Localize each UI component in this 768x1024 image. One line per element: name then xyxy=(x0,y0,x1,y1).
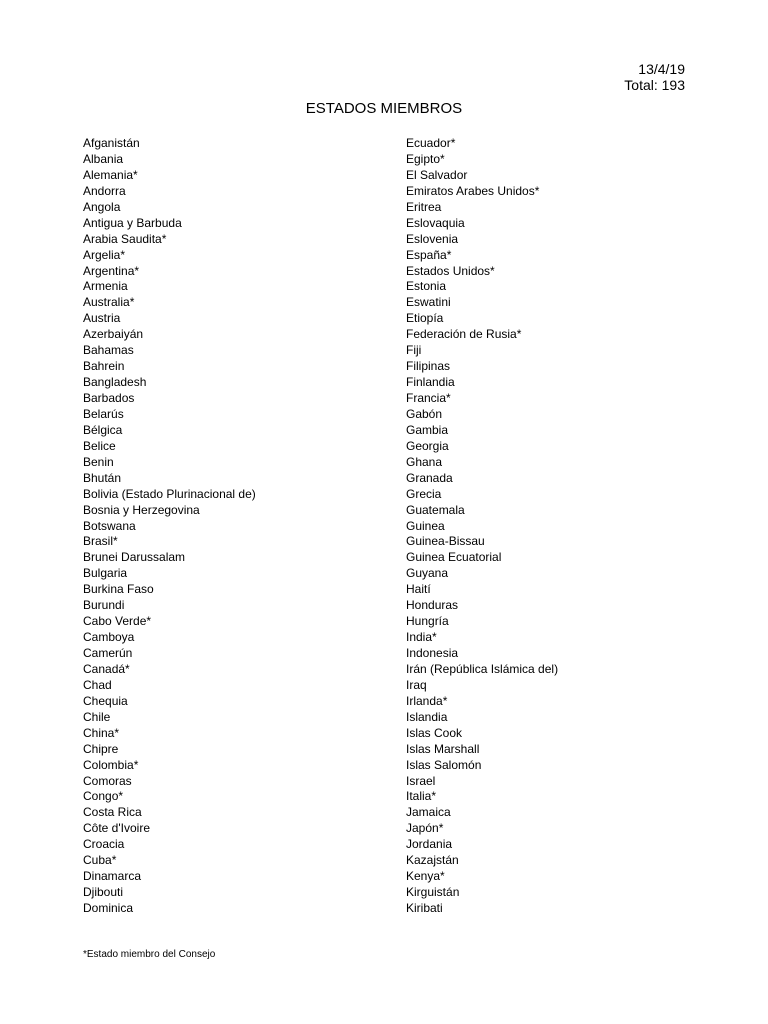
member-state-item: Croacia xyxy=(83,837,125,852)
member-state-item: Camerún xyxy=(83,646,133,660)
member-state-item: Guyana xyxy=(406,566,449,581)
member-state-item: Guinea xyxy=(406,518,445,533)
member-state-item: Islas Salomón xyxy=(406,757,482,772)
member-state-item: Emiratos Arabes Unidos* xyxy=(406,183,540,198)
member-state-item: Etiopía xyxy=(406,311,444,326)
member-state-item: India* xyxy=(406,630,437,645)
member-state-item: Chequia xyxy=(83,693,128,708)
member-state-item: Dinamarca xyxy=(83,869,142,884)
footnote: *Estado miembro del Consejo xyxy=(83,949,216,960)
member-state-item: Austria xyxy=(83,311,121,326)
member-state-item: Jamaica xyxy=(406,805,451,820)
member-state-item: Bulgaria xyxy=(83,566,128,581)
member-state-item: Filipinas xyxy=(406,359,451,374)
member-state-item: Alemania* xyxy=(83,167,138,182)
member-state-item: Israel xyxy=(406,773,436,788)
member-state-item: Guinea Ecuatorial xyxy=(406,550,502,565)
member-state-item: Bahamas xyxy=(83,343,134,358)
member-state-item: Brunei Darussalam xyxy=(83,550,186,565)
member-state-item: Francia* xyxy=(406,391,451,405)
member-state-item: Egipto* xyxy=(406,151,445,166)
member-state-item: Irán (República Islámica del) xyxy=(406,661,559,676)
member-list-left-column xyxy=(83,136,256,917)
member-state-item: Côte d'Ivoire xyxy=(83,821,150,836)
member-state-item: Jordania xyxy=(406,837,453,852)
member-state-item: China* xyxy=(83,725,120,740)
member-state-item: Kiribati xyxy=(406,901,443,915)
member-state-item: Italia* xyxy=(406,789,437,804)
member-state-item: Afganistán xyxy=(83,136,140,150)
member-state-item: Haití xyxy=(406,582,431,597)
member-state-item: Estonia xyxy=(406,279,447,294)
member-state-item: Islas Cook xyxy=(406,725,463,740)
member-state-item: Colombia* xyxy=(83,757,139,772)
member-state-item: Iraq xyxy=(406,677,427,692)
member-state-item: Ghana xyxy=(406,454,443,469)
member-state-item: Camboya xyxy=(83,630,135,645)
member-state-item: Bélgica xyxy=(83,422,123,437)
member-state-item: Eritrea xyxy=(406,199,442,214)
member-state-item: Islandia xyxy=(406,709,448,724)
member-state-item: Dominica xyxy=(83,901,134,915)
member-state-item: Chipre xyxy=(83,741,119,756)
member-state-item: Hungría xyxy=(406,614,449,629)
member-state-item: Bhután xyxy=(83,470,122,485)
member-state-item: Finlandia xyxy=(406,375,455,390)
member-state-item: Eslovaquia xyxy=(406,215,465,230)
member-state-item: Islas Marshall xyxy=(406,741,480,756)
member-state-item: Bangladesh xyxy=(83,375,147,390)
member-state-item: Kirguistán xyxy=(406,885,460,900)
member-state-item: Australia* xyxy=(83,295,135,310)
member-state-item: Barbados xyxy=(83,391,135,405)
member-state-item: Gabón xyxy=(406,406,443,421)
member-state-item: Argelia* xyxy=(83,247,126,262)
member-state-item: Albania xyxy=(83,151,124,166)
member-state-item: Antigua y Barbuda xyxy=(83,215,182,230)
member-state-item: Grecia xyxy=(406,486,442,501)
document-header xyxy=(624,61,685,93)
document-date: 13/4/19 xyxy=(638,61,685,77)
member-state-item: Angola xyxy=(83,199,121,214)
member-state-item: Kenya* xyxy=(406,869,445,884)
member-state-item: Andorra xyxy=(83,183,126,198)
member-state-item: Azerbaiyán xyxy=(83,327,144,342)
member-state-item: Congo* xyxy=(83,789,124,804)
member-state-item: El Salvador xyxy=(406,167,468,182)
member-state-item: Canadá* xyxy=(83,661,130,676)
member-state-item: Comoras xyxy=(83,773,132,788)
member-state-item: Irlanda* xyxy=(406,693,448,708)
member-state-item: Japón* xyxy=(406,821,444,836)
member-state-item: Burundi xyxy=(83,598,125,613)
member-state-item: Bosnia y Herzegovina xyxy=(83,502,200,517)
member-state-item: Fiji xyxy=(406,343,422,358)
member-state-item: Gambia xyxy=(406,422,449,437)
page-title: ESTADOS MIEMBROS xyxy=(305,100,463,117)
member-state-item: España* xyxy=(406,247,452,262)
member-state-item: Chad xyxy=(83,677,112,692)
member-state-item: Brasil* xyxy=(83,534,118,549)
member-state-item: Eslovenia xyxy=(406,231,459,246)
member-state-item: Cuba* xyxy=(83,853,117,868)
member-state-item: Guatemala xyxy=(406,502,465,517)
member-state-item: Burkina Faso xyxy=(83,582,154,597)
member-state-item: Indonesia xyxy=(406,646,459,660)
member-state-item: Belice xyxy=(83,438,116,453)
member-state-item: Estados Unidos* xyxy=(406,263,495,278)
member-state-item: Federación de Rusia* xyxy=(406,327,522,342)
member-state-item: Djibouti xyxy=(83,885,124,900)
member-list-right-column xyxy=(406,136,558,917)
member-state-item: Botswana xyxy=(83,518,136,533)
member-state-item: Costa Rica xyxy=(83,805,142,820)
member-state-item: Guinea-Bissau xyxy=(406,534,485,549)
member-total: Total: 193 xyxy=(624,77,685,93)
member-state-item: Kazajstán xyxy=(406,853,459,868)
member-state-item: Benin xyxy=(83,454,114,469)
member-state-item: Belarús xyxy=(83,406,124,421)
member-state-item: Granada xyxy=(406,470,453,485)
member-state-item: Ecuador* xyxy=(406,136,456,150)
member-state-item: Arabia Saudita* xyxy=(83,231,167,246)
member-state-item: Argentina* xyxy=(83,263,140,278)
member-state-item: Chile xyxy=(83,709,111,724)
member-state-item: Honduras xyxy=(406,598,459,613)
member-state-item: Bolivia (Estado Plurinacional de) xyxy=(83,486,256,501)
member-state-item: Armenia xyxy=(83,279,128,294)
member-state-item: Eswatini xyxy=(406,295,451,310)
member-state-item: Cabo Verde* xyxy=(83,614,152,629)
member-state-item: Bahrein xyxy=(83,359,125,374)
member-state-item: Georgia xyxy=(406,438,449,453)
